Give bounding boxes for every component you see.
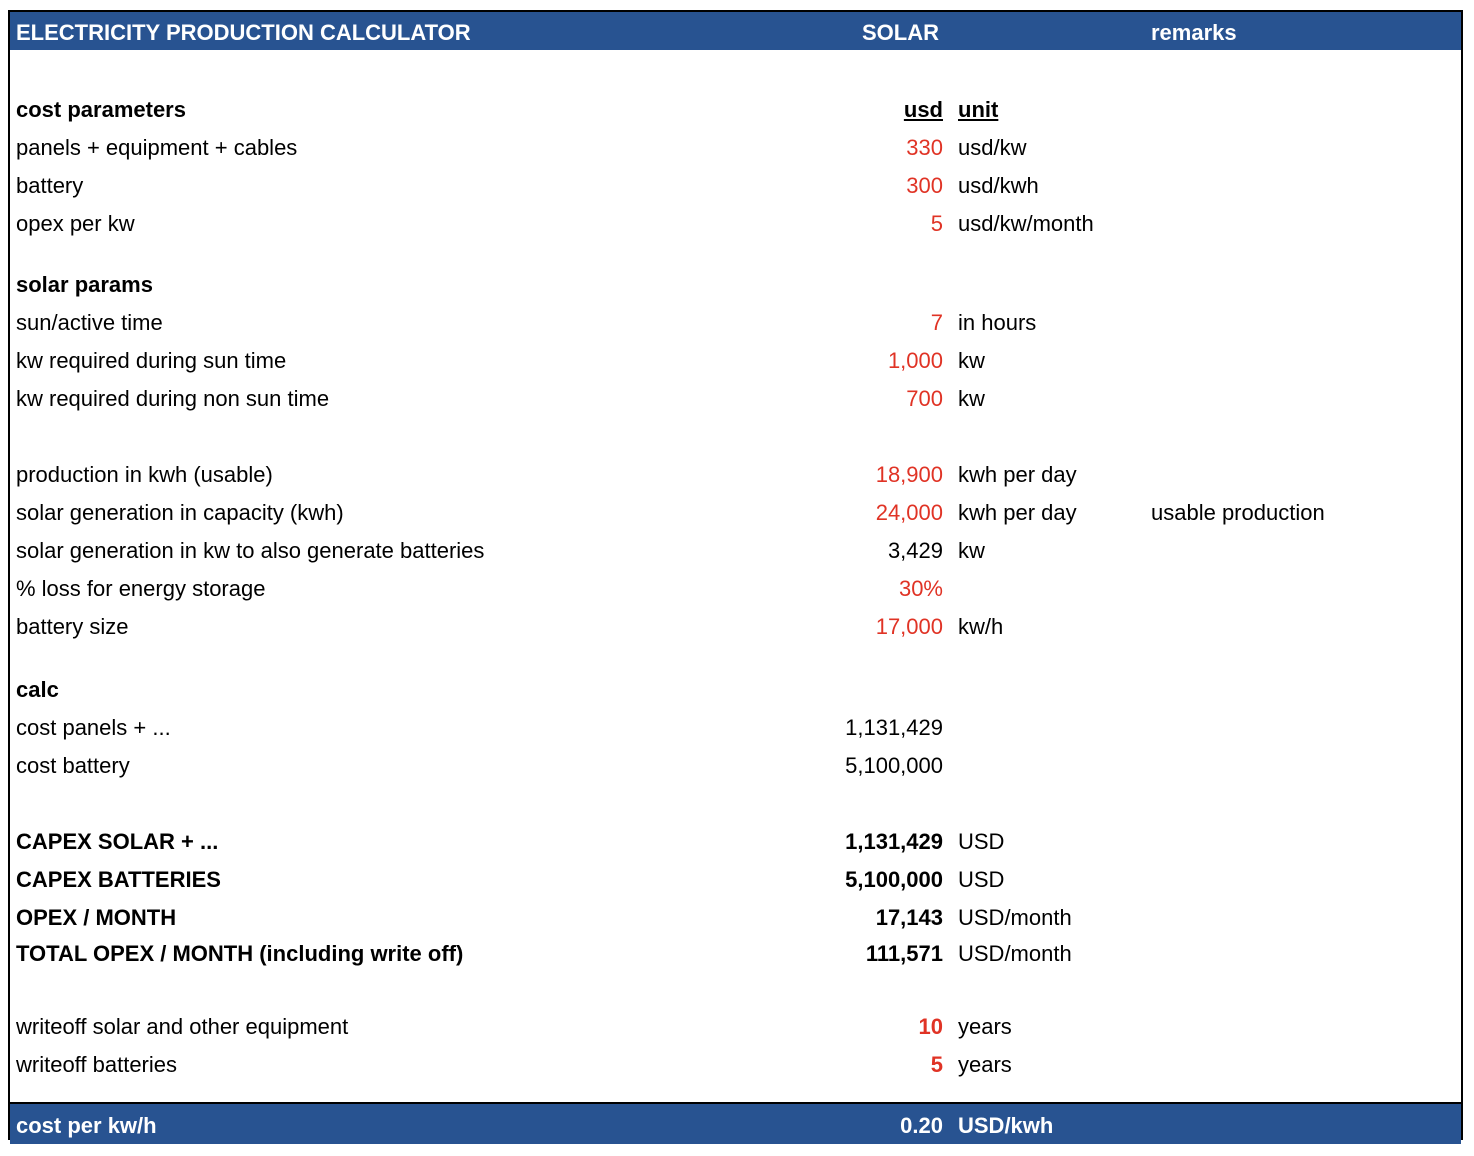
row-value[interactable]: 17,143: [875, 905, 943, 930]
row-value[interactable]: 1,000: [887, 348, 943, 373]
row-value[interactable]: 700: [906, 386, 943, 411]
table-row[interactable]: [10, 303, 1461, 339]
row-unit: kw: [958, 386, 985, 411]
row-value[interactable]: 3,429: [887, 538, 943, 563]
row-value[interactable]: 30%: [898, 576, 943, 601]
footer-label: cost per kw/h: [16, 1113, 157, 1138]
row-unit: years: [958, 1052, 1012, 1077]
row-remark: usable production: [1151, 500, 1325, 525]
table-row[interactable]: [10, 455, 1461, 491]
row-unit: usd/kw: [958, 135, 1027, 160]
section-heading: solar params: [16, 272, 153, 297]
cost-parameters-heading-row: [10, 90, 1461, 126]
row-unit: kw/h: [958, 614, 1004, 639]
row-label: panels + equipment + cables: [16, 135, 298, 160]
row-label: TOTAL OPEX / MONTH (including write off): [16, 941, 464, 966]
row-value[interactable]: 24,000: [875, 500, 943, 525]
table-row[interactable]: [10, 607, 1461, 643]
table-row[interactable]: [10, 204, 1461, 240]
row-unit: usd/kw/month: [958, 211, 1094, 236]
table-row[interactable]: [10, 493, 1461, 529]
row-label: solar generation in capacity (kwh): [16, 500, 344, 525]
row-label: % loss for energy storage: [16, 576, 266, 601]
row-label: kw required during non sun time: [16, 386, 330, 411]
row-unit: kw: [958, 348, 985, 373]
table-row[interactable]: [10, 1007, 1461, 1043]
row-unit: kwh per day: [958, 500, 1077, 525]
row-unit: USD: [958, 867, 1005, 892]
table-row[interactable]: [10, 379, 1461, 415]
row-value[interactable]: 330: [906, 135, 943, 160]
row-label: CAPEX BATTERIES: [16, 867, 221, 892]
footer-bar: [10, 1102, 1461, 1144]
section-heading: calc: [16, 677, 59, 702]
table-row[interactable]: [10, 822, 1461, 858]
row-value[interactable]: 5: [930, 1052, 943, 1077]
header-col-solar: SOLAR: [862, 20, 939, 45]
row-value[interactable]: 1,131,429: [845, 715, 943, 740]
header-title: ELECTRICITY PRODUCTION CALCULATOR: [16, 20, 471, 45]
table-row[interactable]: [10, 569, 1461, 605]
row-label: cost panels + ...: [16, 715, 171, 740]
row-label: production in kwh (usable): [16, 462, 273, 487]
row-label: opex per kw: [16, 211, 135, 236]
row-value[interactable]: 5,100,000: [845, 753, 943, 778]
section-heading: cost parameters: [16, 97, 186, 122]
row-label: writeoff batteries: [16, 1052, 178, 1077]
row-unit: USD/month: [958, 905, 1072, 930]
table-row[interactable]: [10, 1045, 1461, 1081]
row-value[interactable]: 18,900: [875, 462, 943, 487]
row-value[interactable]: 17,000: [875, 614, 943, 639]
row-label: battery: [16, 173, 84, 198]
row-unit: kwh per day: [958, 462, 1077, 487]
row-unit: kw: [958, 538, 985, 563]
row-label: OPEX / MONTH: [16, 905, 177, 930]
table-row[interactable]: [10, 708, 1461, 744]
row-value[interactable]: 7: [930, 310, 943, 335]
spreadsheet: [8, 10, 1463, 1140]
header-bar: [10, 12, 1461, 50]
header-col-remarks: remarks: [1151, 20, 1237, 45]
table-row[interactable]: [10, 531, 1461, 567]
table-row[interactable]: [10, 746, 1461, 782]
row-value[interactable]: 1,131,429: [845, 829, 943, 854]
row-value[interactable]: 300: [906, 173, 943, 198]
table-row[interactable]: [10, 898, 1461, 934]
row-unit: USD/month: [958, 941, 1072, 966]
footer-value[interactable]: 0.20: [900, 1113, 943, 1138]
row-unit: USD: [958, 829, 1005, 854]
col-usd-label: usd: [903, 97, 943, 122]
row-label: battery size: [16, 614, 129, 639]
row-unit: usd/kwh: [958, 173, 1039, 198]
solar-params-heading-row: [10, 265, 1461, 301]
row-label: solar generation in kw to also generate batteries: [16, 538, 485, 563]
row-label: CAPEX SOLAR + ...: [16, 829, 219, 854]
row-unit: years: [958, 1014, 1012, 1039]
footer-unit: USD/kwh: [958, 1113, 1054, 1138]
row-label: sun/active time: [16, 310, 163, 335]
row-label: kw required during sun time: [16, 348, 287, 373]
calc-heading-row: [10, 670, 1461, 706]
table-row[interactable]: [10, 860, 1461, 896]
table-row[interactable]: [10, 341, 1461, 377]
col-unit-label: unit: [958, 97, 999, 122]
table-row[interactable]: [10, 934, 1461, 970]
table-row[interactable]: [10, 166, 1461, 202]
row-value[interactable]: 10: [918, 1014, 943, 1039]
row-value[interactable]: 5: [930, 211, 943, 236]
row-label: writeoff solar and other equipment: [16, 1014, 349, 1039]
row-value[interactable]: 111,571: [865, 941, 943, 966]
table-row[interactable]: [10, 128, 1461, 164]
row-value[interactable]: 5,100,000: [845, 867, 943, 892]
row-unit: in hours: [958, 310, 1037, 335]
row-label: cost battery: [16, 753, 130, 778]
